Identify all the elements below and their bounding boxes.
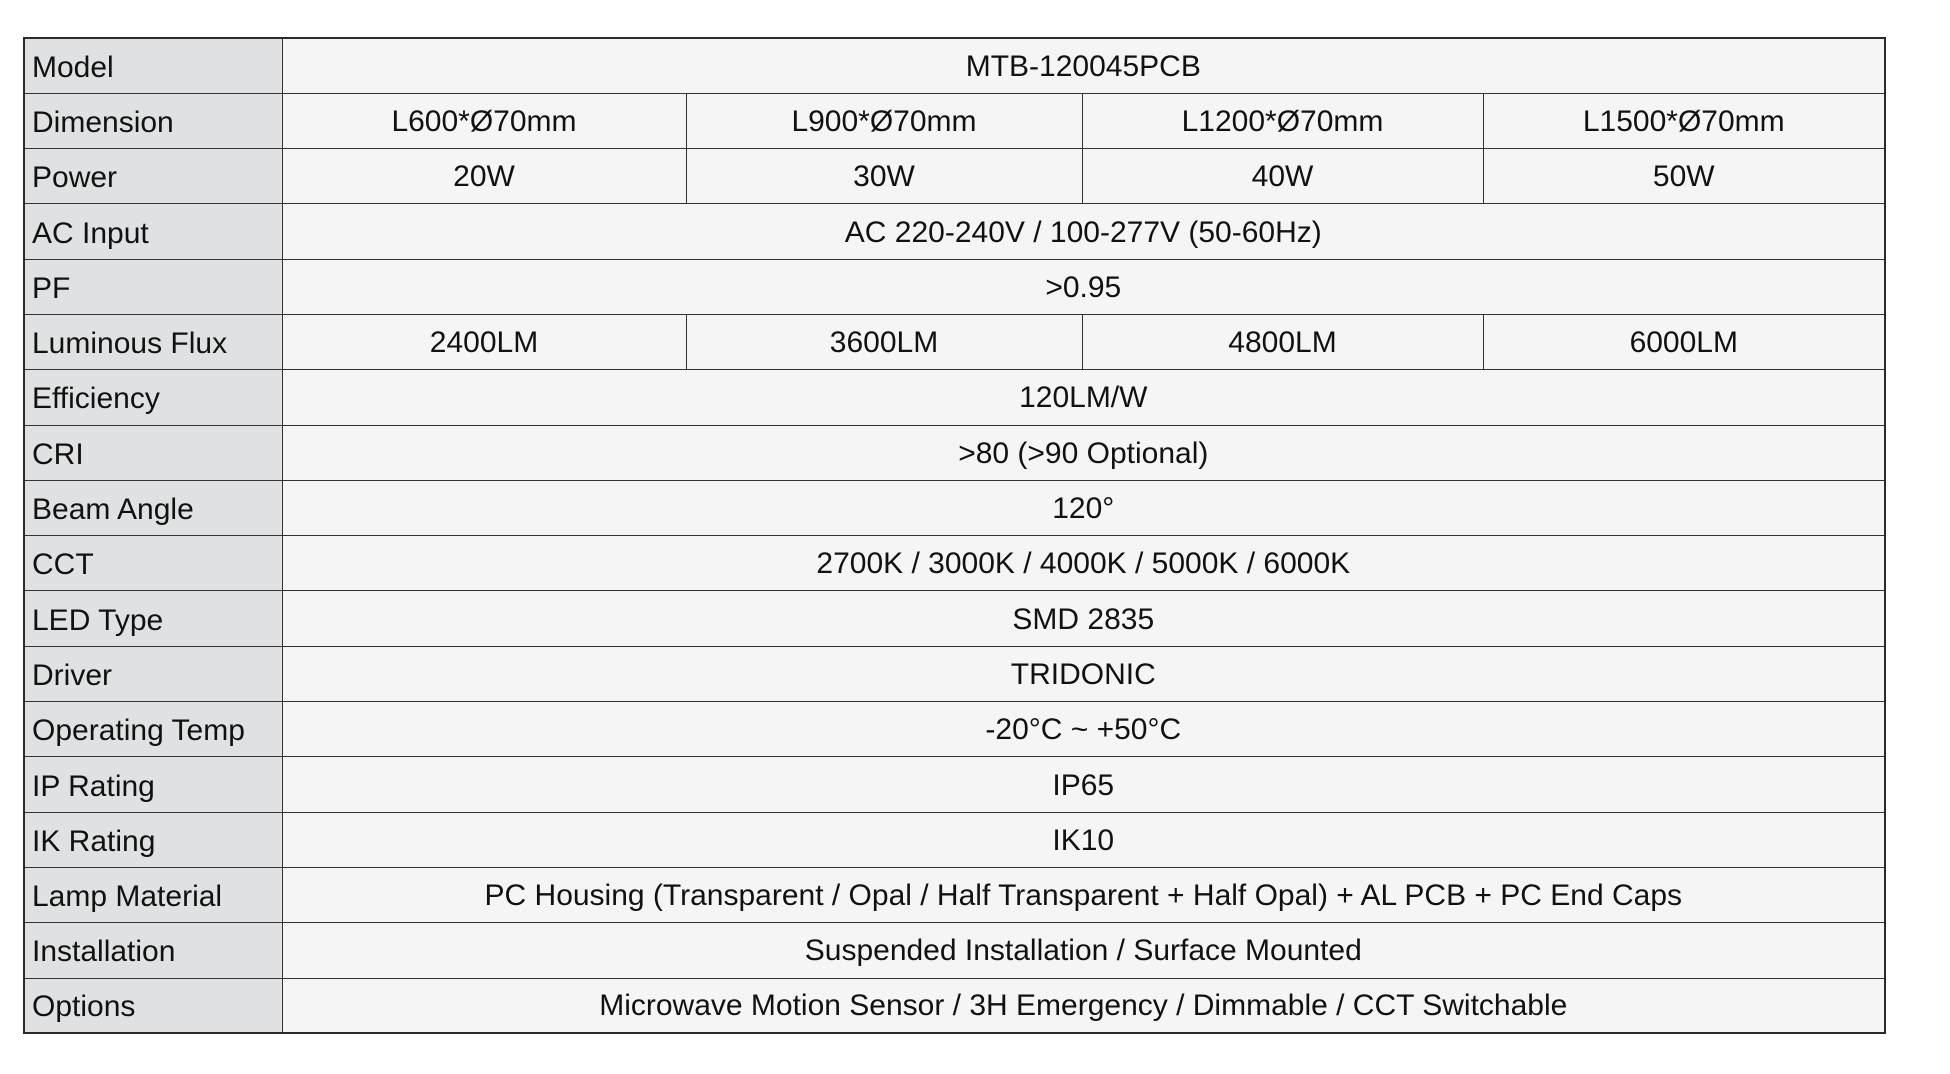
spec-table	[23, 37, 1886, 1034]
row-ip-rating	[24, 757, 1885, 812]
row-power	[24, 149, 1885, 204]
row-label: Dimension	[24, 93, 282, 148]
row-led-type	[24, 591, 1885, 646]
dimension-value-1200: L1200*Ø70mm	[1082, 93, 1483, 148]
pf-value: >0.95	[282, 259, 1885, 314]
model-value: MTB-120045PCB	[282, 38, 1885, 93]
cct-value: 2700K / 3000K / 4000K / 5000K / 6000K	[282, 536, 1885, 591]
row-luminous-flux	[24, 314, 1885, 369]
row-label: Beam Angle	[24, 480, 282, 535]
row-label: CRI	[24, 425, 282, 480]
row-dimension	[24, 93, 1885, 148]
beam-angle-value: 120°	[282, 480, 1885, 535]
power-value-900: 30W	[686, 149, 1082, 204]
flux-value-900: 3600LM	[686, 314, 1082, 369]
operating-temp-value: -20°C ~ +50°C	[282, 702, 1885, 757]
flux-value-1200: 4800LM	[1082, 314, 1483, 369]
row-label: Lamp Material	[24, 867, 282, 922]
row-label: CCT	[24, 536, 282, 591]
row-label: Operating Temp	[24, 702, 282, 757]
row-ac-input	[24, 204, 1885, 259]
row-label: IP Rating	[24, 757, 282, 812]
driver-value: TRIDONIC	[282, 646, 1885, 701]
row-beam-angle	[24, 480, 1885, 535]
ip-rating-value: IP65	[282, 757, 1885, 812]
lamp-material-value: PC Housing (Transparent / Opal / Half Transparent + Half Opal) + AL PCB + PC End Caps	[282, 867, 1885, 922]
ik-rating-value: IK10	[282, 812, 1885, 867]
row-label: PF	[24, 259, 282, 314]
row-cct	[24, 536, 1885, 591]
row-cri	[24, 425, 1885, 480]
row-lamp-material	[24, 867, 1885, 922]
row-operating-temp	[24, 702, 1885, 757]
led-type-value: SMD 2835	[282, 591, 1885, 646]
installation-value: Suspended Installation / Surface Mounted	[282, 923, 1885, 978]
row-options	[24, 978, 1885, 1033]
row-label: Options	[24, 978, 282, 1033]
row-ik-rating	[24, 812, 1885, 867]
row-label: Model	[24, 38, 282, 93]
row-label: IK Rating	[24, 812, 282, 867]
efficiency-value: 120LM/W	[282, 370, 1885, 425]
ac-input-value: AC 220-240V / 100-277V (50-60Hz)	[282, 204, 1885, 259]
row-installation	[24, 923, 1885, 978]
row-label: Driver	[24, 646, 282, 701]
row-label: AC Input	[24, 204, 282, 259]
row-label: Efficiency	[24, 370, 282, 425]
row-label: Power	[24, 149, 282, 204]
power-value-1200: 40W	[1082, 149, 1483, 204]
power-value-1500: 50W	[1483, 149, 1885, 204]
flux-value-1500: 6000LM	[1483, 314, 1885, 369]
flux-value-600: 2400LM	[282, 314, 686, 369]
row-label: Installation	[24, 923, 282, 978]
row-efficiency	[24, 370, 1885, 425]
dimension-value-1500: L1500*Ø70mm	[1483, 93, 1885, 148]
row-model	[24, 38, 1885, 93]
row-driver	[24, 646, 1885, 701]
cri-value: >80 (>90 Optional)	[282, 425, 1885, 480]
options-value: Microwave Motion Sensor / 3H Emergency / Dimmable / CCT Switchable	[282, 978, 1885, 1033]
row-pf	[24, 259, 1885, 314]
dimension-value-900: L900*Ø70mm	[686, 93, 1082, 148]
row-label: Luminous Flux	[24, 314, 282, 369]
power-value-600: 20W	[282, 149, 686, 204]
row-label: LED Type	[24, 591, 282, 646]
dimension-value-600: L600*Ø70mm	[282, 93, 686, 148]
